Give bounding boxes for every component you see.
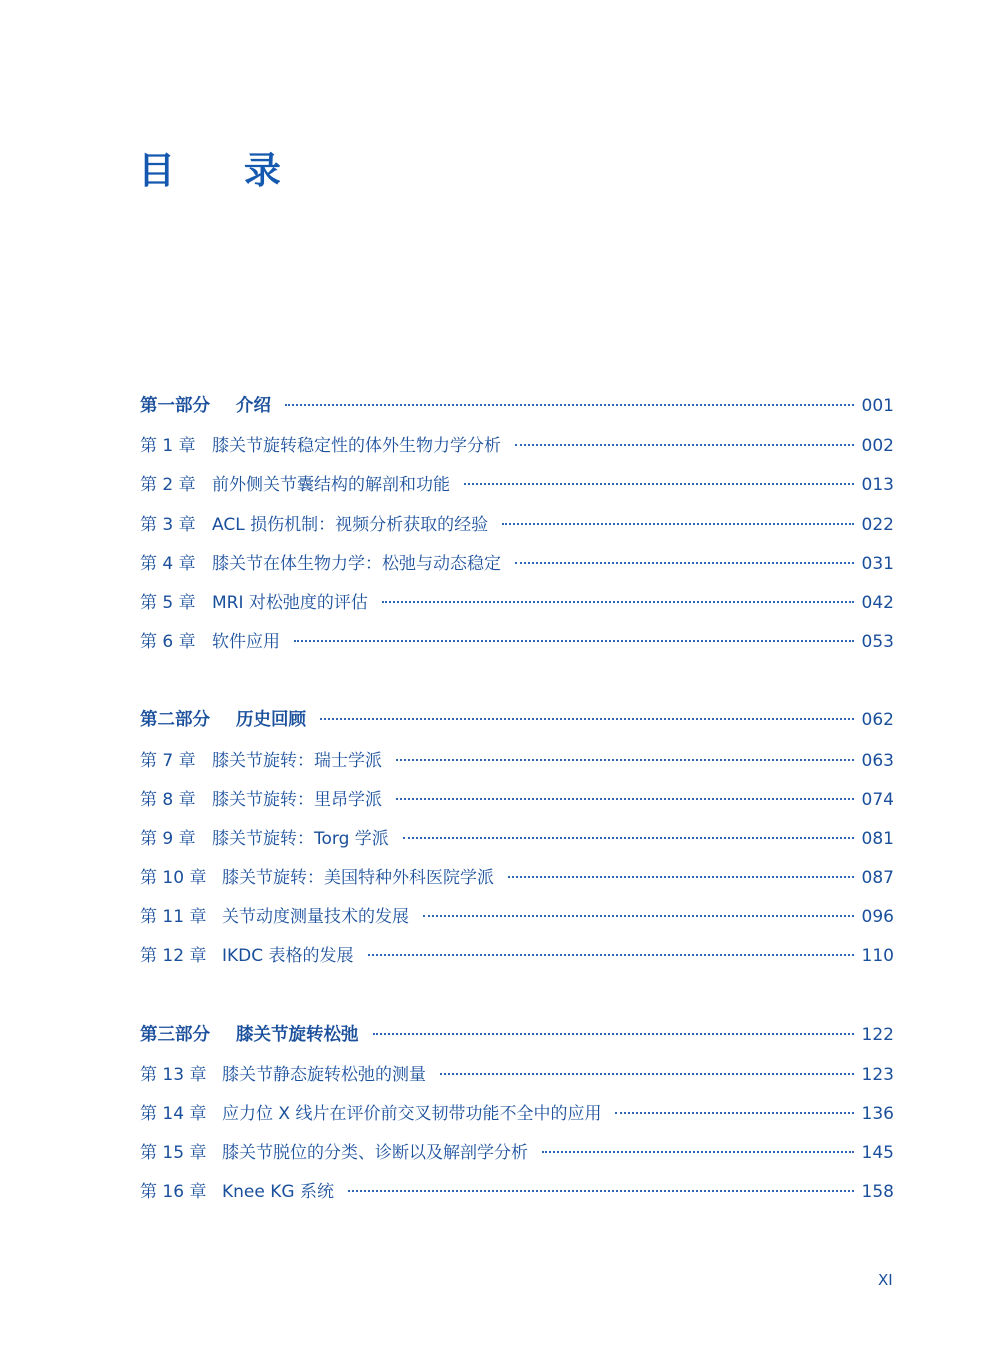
chapter-label: 第 7 章: [140, 750, 196, 771]
chapter-title: 膝关节旋转：里昂学派: [212, 789, 382, 810]
dot-leader: [542, 1151, 854, 1153]
part-label: 第二部分: [140, 710, 210, 731]
chapter-label: 第 3 章: [140, 514, 196, 535]
dot-leader: [396, 798, 854, 800]
toc-part-entry[interactable]: [140, 706, 894, 745]
toc-chapter-entry[interactable]: [140, 510, 894, 549]
chapter-page-number: 031: [861, 553, 894, 574]
chapter-label: 第 13 章: [140, 1064, 207, 1085]
toc-part-section: [140, 706, 894, 980]
dot-leader: [515, 562, 854, 564]
chapter-page-number: 087: [861, 868, 894, 889]
dot-leader: [373, 1033, 854, 1035]
dot-leader: [368, 954, 854, 956]
chapter-page-number: 110: [861, 946, 894, 967]
part-label: 第三部分: [140, 1024, 210, 1045]
dot-leader: [423, 915, 854, 917]
chapter-label: 第 14 章: [140, 1104, 207, 1124]
dot-leader: [382, 601, 854, 603]
toc-chapter-entry[interactable]: [140, 431, 894, 470]
toc-chapter-entry[interactable]: [140, 902, 894, 941]
chapter-page-number: 002: [861, 436, 894, 457]
chapter-page-number: 081: [861, 828, 894, 849]
page-title: 目 录: [138, 149, 309, 192]
chapter-title: IKDC 表格的发展: [222, 946, 354, 967]
chapter-page-number: 022: [861, 514, 894, 535]
chapter-label: 第 8 章: [140, 789, 196, 810]
toc-chapter-entry[interactable]: [140, 1177, 894, 1216]
chapter-title: 膝关节旋转：瑞士学派: [212, 750, 382, 771]
toc-chapter-entry[interactable]: [140, 746, 894, 785]
part-page-number: 001: [861, 396, 894, 416]
dot-leader: [403, 837, 854, 839]
toc-chapter-entry[interactable]: [140, 549, 894, 588]
chapter-page-number: 158: [861, 1182, 894, 1203]
chapter-label: 第 1 章: [140, 436, 196, 457]
chapter-title: Knee KG 系统: [222, 1182, 334, 1203]
chapter-page-number: 096: [861, 907, 894, 928]
chapter-page-number: 145: [861, 1143, 894, 1164]
dot-leader: [515, 444, 854, 446]
chapter-page-number: 074: [861, 789, 894, 810]
chapter-label: 第 15 章: [140, 1143, 207, 1164]
chapter-page-number: 013: [861, 475, 894, 496]
chapter-label: 第 4 章: [140, 553, 196, 574]
part-title: 介绍: [236, 396, 271, 416]
toc-chapter-entry[interactable]: [140, 470, 894, 509]
chapter-page-number: 063: [861, 750, 894, 771]
toc-chapter-entry[interactable]: [140, 1138, 894, 1177]
dot-leader: [440, 1073, 854, 1075]
dot-leader: [615, 1112, 853, 1114]
part-page-number: 062: [861, 710, 894, 731]
chapter-title: 膝关节旋转稳定性的体外生物力学分析: [212, 436, 501, 457]
chapter-title: 软件应用: [212, 632, 280, 653]
chapter-label: 第 2 章: [140, 475, 196, 496]
dot-leader: [464, 483, 854, 485]
chapter-page-number: 123: [861, 1064, 894, 1085]
chapter-title: 膝关节旋转：美国特种外科医院学派: [222, 868, 494, 889]
dot-leader: [502, 523, 853, 525]
chapter-label: 第 16 章: [140, 1182, 207, 1203]
chapter-label: 第 6 章: [140, 632, 196, 653]
toc-chapter-entry[interactable]: [140, 627, 894, 666]
chapter-title: 应力位 X 线片在评价前交叉韧带功能不全中的应用: [222, 1104, 602, 1124]
toc-chapter-entry[interactable]: [140, 941, 894, 980]
part-title: 膝关节旋转松弛: [236, 1024, 359, 1045]
toc-chapter-entry[interactable]: [140, 824, 894, 863]
chapter-title: ACL 损伤机制：视频分析获取的经验: [212, 514, 489, 535]
dot-leader: [320, 718, 854, 720]
part-title: 历史回顾: [236, 710, 306, 731]
chapter-page-number: 042: [861, 592, 894, 613]
chapter-title: 膝关节脱位的分类、诊断以及解剖学分析: [222, 1143, 528, 1164]
toc-chapter-entry[interactable]: [140, 1099, 894, 1138]
chapter-page-number: 053: [861, 632, 894, 653]
toc-part-entry[interactable]: [140, 1021, 894, 1060]
toc-part-section: [140, 392, 894, 666]
toc-part-entry[interactable]: [140, 392, 894, 431]
chapter-label: 第 9 章: [140, 828, 196, 849]
chapter-label: 第 10 章: [140, 868, 207, 889]
chapter-title: 膝关节旋转：Torg 学派: [212, 828, 389, 849]
table-of-contents: [140, 392, 894, 1257]
dot-leader: [508, 876, 854, 878]
part-page-number: 122: [861, 1024, 894, 1045]
toc-part-section: [140, 1021, 894, 1217]
chapter-page-number: 136: [861, 1104, 894, 1124]
part-label: 第一部分: [140, 396, 210, 416]
dot-leader: [285, 404, 854, 406]
chapter-title: MRI 对松弛度的评估: [212, 592, 368, 613]
page-number: XI: [878, 1271, 893, 1289]
toc-chapter-entry[interactable]: [140, 863, 894, 902]
toc-chapter-entry[interactable]: [140, 588, 894, 627]
toc-chapter-entry[interactable]: [140, 1060, 894, 1099]
chapter-title: 前外侧关节囊结构的解剖和功能: [212, 475, 450, 496]
chapter-title: 膝关节在体生物力学：松弛与动态稳定: [212, 553, 501, 574]
chapter-label: 第 5 章: [140, 592, 196, 613]
toc-chapter-entry[interactable]: [140, 785, 894, 824]
chapter-title: 关节动度测量技术的发展: [222, 907, 409, 928]
dot-leader: [348, 1190, 854, 1192]
dot-leader: [396, 759, 854, 761]
chapter-label: 第 11 章: [140, 907, 207, 928]
dot-leader: [294, 640, 854, 642]
chapter-label: 第 12 章: [140, 946, 207, 967]
chapter-title: 膝关节静态旋转松弛的测量: [222, 1064, 426, 1085]
